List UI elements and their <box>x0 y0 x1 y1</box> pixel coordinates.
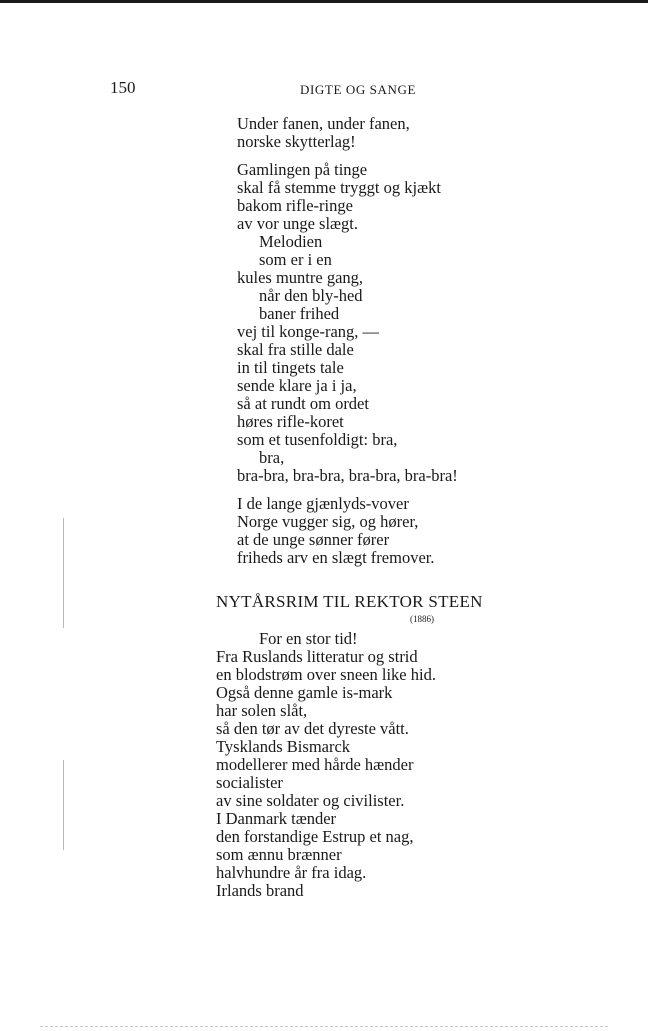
poem-line: så at rundt om ordet <box>237 394 369 413</box>
poem-title: NYTÅRSRIM TIL REKTOR STEEN <box>216 592 483 611</box>
page-number: 150 <box>110 78 136 97</box>
poem-line: av vor unge slægt. <box>237 214 358 233</box>
poem-line: Melodien <box>259 232 323 251</box>
poem-line: at de unge sønner fører <box>237 530 390 549</box>
margin-mark <box>63 518 64 628</box>
poem-line: som er i en <box>259 250 332 269</box>
poem-line: bra-bra, bra-bra, bra-bra, bra-bra! <box>237 466 458 485</box>
poem-line: skal fra stille dale <box>237 340 354 359</box>
poem-line: Under fanen, under fanen, <box>237 114 410 133</box>
poem-year: (1886) <box>410 614 434 624</box>
poem-line: Gamlingen på tinge <box>237 160 368 179</box>
poem-line: Fra Ruslands litteratur og strid <box>216 647 418 666</box>
poem-line: har solen slåt, <box>216 701 308 720</box>
poem-line: kules muntre gang, <box>237 268 364 287</box>
poem-line: den forstandige Estrup et nag, <box>216 827 414 846</box>
poem-line: høres rifle-koret <box>237 412 344 431</box>
poem-line: modellerer med hårde hænder <box>216 755 414 774</box>
poem-line: som ænnu brænner <box>216 845 342 864</box>
poem-line: som et tusenfoldigt: bra, <box>237 430 398 449</box>
poem-line: Også denne gamle is-mark <box>216 683 393 702</box>
poem-line: friheds arv en slægt fremover. <box>237 548 435 567</box>
poem-line: Irlands brand <box>216 881 304 900</box>
poem-line: skal få stemme tryggt og kjækt <box>237 178 441 197</box>
poem-line: sende klare ja i ja, <box>237 376 357 395</box>
poem-line: I Danmark tænder <box>216 809 337 828</box>
poem-line: halvhundre år fra idag. <box>216 863 367 882</box>
margin-mark <box>63 760 64 850</box>
poem-line: vej til konge-rang, — <box>237 322 380 341</box>
poem-line: socialister <box>216 773 283 792</box>
poem-line: For en stor tid! <box>259 629 358 648</box>
poem-line: Norge vugger sig, og hører, <box>237 512 419 531</box>
poem-line: av sine soldater og civilister. <box>216 791 405 810</box>
top-rule <box>0 0 648 3</box>
poem-line: når den bly-hed <box>259 286 363 305</box>
poem-line: bakom rifle-ringe <box>237 196 353 215</box>
bottom-scan-edge <box>40 1026 608 1027</box>
poem-line: I de lange gjænlyds-vover <box>237 494 409 513</box>
poem-line: en blodstrøm over sneen like hid. <box>216 665 436 684</box>
poem-line: bra, <box>259 448 285 467</box>
running-head: DIGTE OG SANGE <box>300 82 416 97</box>
poem-line: baner frihed <box>259 304 340 323</box>
poem-line: så den tør av det dyreste vått. <box>216 719 409 738</box>
poem-line: in til tingets tale <box>237 358 344 377</box>
poem-line: norske skytterlag! <box>237 132 356 151</box>
poem-line: Tysklands Bismarck <box>216 737 351 756</box>
